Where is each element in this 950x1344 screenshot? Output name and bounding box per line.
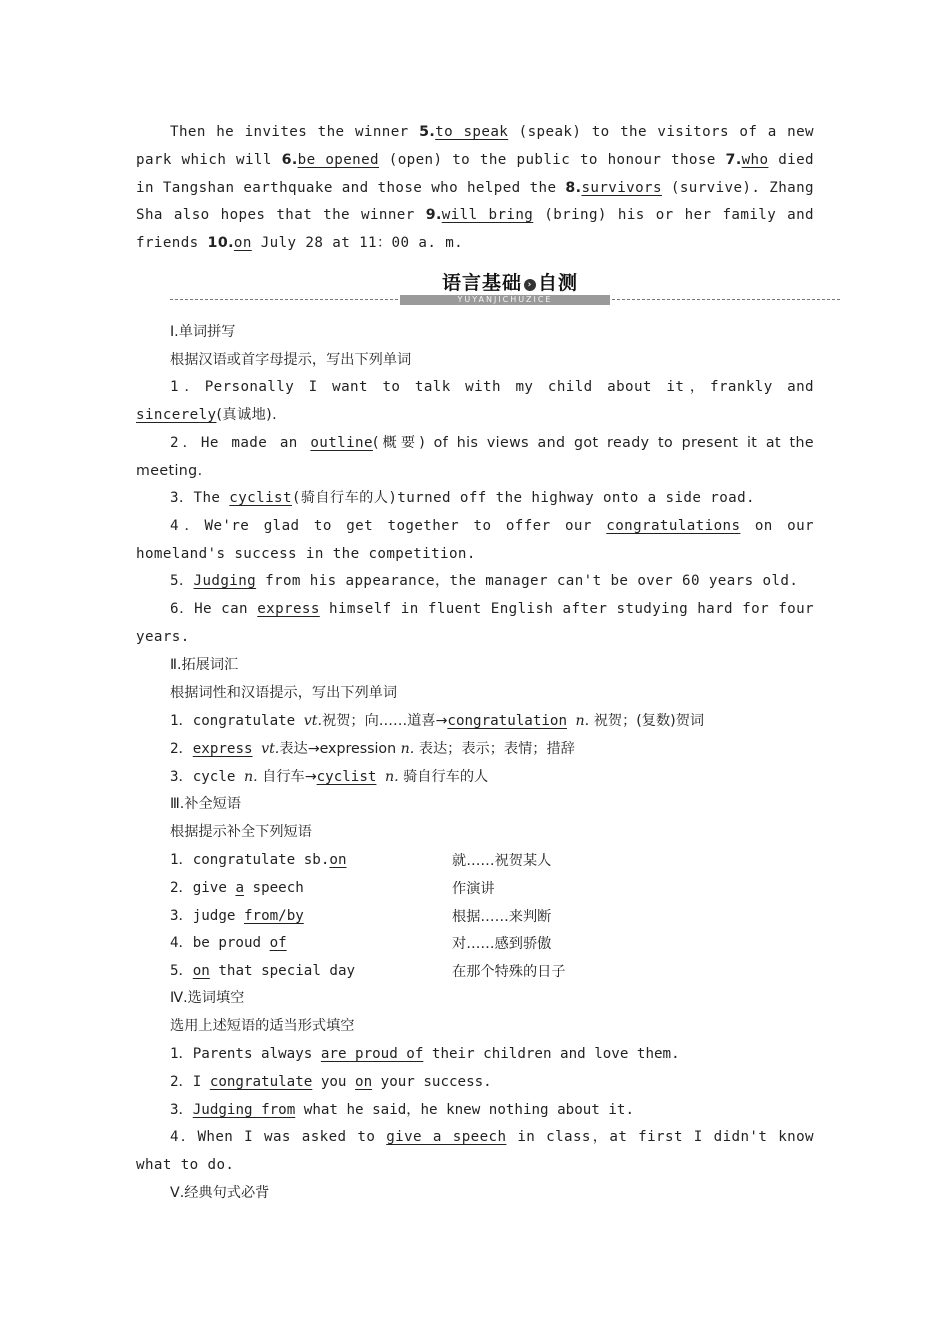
section-1-heading: Ⅰ.单词拼写 xyxy=(170,324,236,340)
phrase-row: 4．be proud of xyxy=(170,935,287,951)
phrase-row: 5．on that special day xyxy=(170,963,356,979)
phrase-row: 2．give a speech xyxy=(170,880,304,896)
section-banner xyxy=(170,266,840,310)
fill-question-1: 1．Parents always are proud of their children and love them. xyxy=(170,1046,680,1062)
fill-question-4: 4．When I was asked to give a speech in class，at first I didn't know what to do. xyxy=(136,1129,814,1173)
answer-7: who xyxy=(741,151,769,168)
spelling-question-2: 2．He made an outline(概要) of his views and got ready to present it at the meeting. xyxy=(136,435,815,479)
phrase-meaning: 就……祝贺某人 xyxy=(452,853,552,869)
section-3-instruction: 根据提示补全下列短语 xyxy=(170,824,312,840)
section-1-instruction: 根据汉语或首字母提示，写出下列单词 xyxy=(170,352,412,368)
section-4-heading: Ⅳ.选词填空 xyxy=(170,990,245,1006)
section-5-heading: Ⅴ.经典句式必背 xyxy=(170,1185,270,1201)
answer-5: to speak xyxy=(435,124,509,140)
spelling-question-3: 3．The cyclist(骑自行车的人)turned off the highway onto a side road. xyxy=(170,490,755,506)
section-2-instruction: 根据词性和汉语提示，写出下列单词 xyxy=(170,685,398,701)
passage-paragraph: Then he invites the winner 5.to speak (speak) to the visitors of a new park which will 6.be opened (open) to the public to honour those 7.who died in Tangshan earthquake and those who helped the 8.survivors (survive). Zhang Sha also hopes that the winner 9.will bring (bring) his or her family and friends 10.on July 28 at 11：00 a. m. xyxy=(136,124,814,252)
phrase-meaning: 根据……来判断 xyxy=(452,909,552,925)
phrase-meaning: 作演讲 xyxy=(452,881,495,897)
spelling-question-1: 1．Personally I want to talk with my child about it，frankly and sincerely(真诚地). xyxy=(136,379,814,423)
section-2-heading: Ⅱ.拓展词汇 xyxy=(170,657,239,673)
arrow-badge-icon: › xyxy=(524,279,536,291)
banner-divider-left xyxy=(170,299,398,300)
spelling-question-6: 6．He can express himself in fluent English after studying hard for four years. xyxy=(136,601,814,645)
phrase-row: 1．congratulate sb.on xyxy=(170,852,347,868)
phrase-row: 3．judge from/by xyxy=(170,908,304,924)
answer-10: on xyxy=(233,235,252,252)
banner-divider-right xyxy=(612,299,840,300)
vocab-row-1: 1．congratulate vt.祝贺；向……道喜→congratulation n. 祝贺；(复数)贺词 xyxy=(170,713,705,729)
vocab-row-2: 2．express vt.表达→expression n. 表达；表示；表情；措辞 xyxy=(170,741,575,757)
answer-8: survivors xyxy=(581,179,662,196)
fill-question-2: 2．I congratulate you on your success. xyxy=(170,1074,492,1090)
spelling-question-4: 4．We're glad to get together to offer our congratulations on our homeland's success in the competition. xyxy=(136,518,814,562)
fill-question-3: 3．Judging from what he said，he knew nothing about it. xyxy=(170,1102,635,1118)
section-4-instruction: 选用上述短语的适当形式填空 xyxy=(170,1018,355,1034)
answer-9: will bring xyxy=(441,207,534,224)
answer-6: be opened xyxy=(297,151,379,168)
spelling-question-5: 5．Judging from his appearance，the manager can't be over 60 years old. xyxy=(170,573,799,589)
phrase-meaning: 在那个特殊的日子 xyxy=(452,964,566,980)
section-3-heading: Ⅲ.补全短语 xyxy=(170,796,242,812)
banner-subtitle: YUYANJICHUZICE xyxy=(400,295,610,305)
banner-title: 语言基础 › 自测 xyxy=(441,272,579,294)
phrase-meaning: 对……感到骄傲 xyxy=(452,936,552,952)
vocab-row-3: 3．cycle n. 自行车→cyclist n. 骑自行车的人 xyxy=(170,769,489,785)
